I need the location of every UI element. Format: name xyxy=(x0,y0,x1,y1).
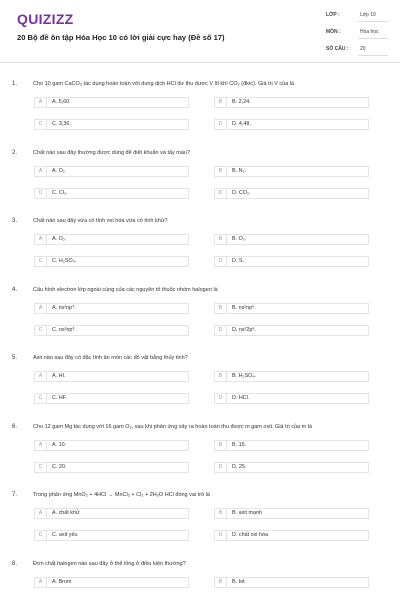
option-text: D. ns²2p⁶. xyxy=(232,326,257,333)
option-letter: A xyxy=(35,509,47,518)
answer-option-b[interactable] xyxy=(214,303,369,314)
option-letter: B xyxy=(215,235,227,244)
option-letter: B xyxy=(215,98,227,107)
option-text: A. HI. xyxy=(52,373,66,379)
grade-underline xyxy=(358,21,388,22)
option-letter: C xyxy=(35,326,47,335)
answer-option-a[interactable] xyxy=(34,371,189,382)
answer-option-c[interactable] xyxy=(34,462,189,473)
answer-option-c[interactable] xyxy=(34,393,189,404)
quizizz-logo: QUIZIZZ xyxy=(17,11,74,27)
grade-value: Lớp 10 xyxy=(360,12,376,18)
option-text: B. 2,24. xyxy=(232,99,251,105)
option-letter: A xyxy=(35,441,47,450)
subject-label: MÔN : xyxy=(326,29,341,35)
question-count-label: SỐ CÂU : xyxy=(326,46,349,52)
question-number: 4. xyxy=(12,286,18,293)
question-text: Cấu hình electron lớp ngoài cùng của các nguyên tố thuộc nhóm halogen là xyxy=(33,286,218,293)
answer-option-d[interactable] xyxy=(214,325,369,336)
option-letter: B xyxy=(215,441,227,450)
option-letter: B xyxy=(215,167,227,176)
option-text: B. H₂SO₄. xyxy=(232,373,257,379)
question-number: 8. xyxy=(12,560,18,567)
option-letter: A xyxy=(35,372,47,381)
option-text: C. HF. xyxy=(52,395,67,401)
option-letter: B xyxy=(215,578,227,587)
question-text: Cho 10 gam CaCO₃ tác dụng hoàn toàn với dung dịch HCl dư thu được V lít khí CO₂ (đktc). Giá trị V của là xyxy=(33,81,295,87)
answer-option-b[interactable] xyxy=(214,234,369,245)
option-letter: B xyxy=(215,372,227,381)
question-number: 3. xyxy=(12,218,18,224)
quiz-header xyxy=(0,0,400,63)
question-text: Chất nào sau đây thường được dùng để diệt khuẩn và tẩy màu? xyxy=(33,149,191,156)
option-text: C. 3,36. xyxy=(52,121,71,127)
option-text: D. HCl. xyxy=(232,395,250,401)
subject-value: Hóa học xyxy=(360,29,379,35)
option-text: D. S. xyxy=(232,258,244,264)
option-text: A. 10. xyxy=(52,441,67,448)
option-letter: A xyxy=(35,235,47,244)
answer-option-d[interactable] xyxy=(214,119,369,130)
question-number: 7. xyxy=(12,492,18,498)
answer-option-a[interactable] xyxy=(34,166,189,177)
question-count-value: 20 xyxy=(360,46,366,52)
option-letter: D xyxy=(215,189,227,198)
option-text: B. O₃. xyxy=(232,236,247,242)
option-text: A. O₂ xyxy=(52,167,65,174)
option-letter: A xyxy=(35,304,47,313)
answer-option-b[interactable] xyxy=(214,508,369,519)
option-letter: A xyxy=(35,98,47,107)
option-text: C. ns²np³. xyxy=(52,326,76,333)
option-text: A. chất khử xyxy=(52,510,80,516)
option-letter: B xyxy=(215,509,227,518)
answer-option-c[interactable] xyxy=(34,325,189,336)
answer-option-c[interactable] xyxy=(34,119,189,130)
option-text: C. Cl₂. xyxy=(52,189,68,196)
question-text: Chất nào sau đây vừa có tính oxi hóa vừa có tính khử? xyxy=(33,218,168,224)
question-count-underline xyxy=(358,55,388,56)
grade-label: LỚP : xyxy=(326,12,340,18)
answer-option-a[interactable] xyxy=(34,97,189,108)
answer-option-d[interactable] xyxy=(214,393,369,404)
option-text: C. axit yếu xyxy=(52,532,78,538)
option-letter: D xyxy=(215,463,227,472)
option-text: D. 4,48. xyxy=(232,121,251,127)
option-letter: D xyxy=(215,394,227,403)
option-letter: D xyxy=(215,531,227,540)
option-text: B. 15. xyxy=(232,441,247,448)
option-letter: C xyxy=(35,394,47,403)
option-letter: C xyxy=(35,257,47,266)
option-text: B. N₂. xyxy=(232,167,247,174)
answer-option-b[interactable] xyxy=(214,371,369,382)
option-text: B. axit mạnh xyxy=(232,510,262,516)
page-title: 20 Bộ đề ôn tập Hóa Học 10 có lời giải cực hay (Đề số 17) xyxy=(17,33,225,42)
question-text: Trong phản ứng MnO₂ + 4HCl → MnCl₂ + Cl₂ + 2H₂O HCl đóng vai trò là xyxy=(33,492,210,498)
question-number: 6. xyxy=(12,423,18,430)
question-text: Đơn chất halogen nào sau đây ở thể lỏng ở điều kiện thường? xyxy=(33,560,186,567)
question-number: 1. xyxy=(12,81,18,87)
question-text: Axit nào sau đây có đặc tính ăn mòn các đồ vật bằng thủy tinh? xyxy=(33,355,188,361)
option-letter: A xyxy=(35,578,47,587)
question-number: 2. xyxy=(12,149,18,156)
answer-option-d[interactable] xyxy=(214,530,369,541)
question-number: 5. xyxy=(12,355,18,361)
option-text: D. CO₂. xyxy=(232,189,251,196)
option-letter: C xyxy=(35,189,47,198)
option-text: B. ns²np⁵. xyxy=(232,304,256,311)
answer-option-d[interactable] xyxy=(214,188,369,199)
option-text: C. H₂SO₄. xyxy=(52,258,77,264)
option-text: D. 25. xyxy=(232,463,247,470)
option-text: C. 20. xyxy=(52,463,67,470)
answer-option-a[interactable] xyxy=(34,508,189,519)
answer-option-d[interactable] xyxy=(214,462,369,473)
answer-option-a[interactable] xyxy=(34,440,189,451)
option-letter: C xyxy=(35,463,47,472)
answer-option-b[interactable] xyxy=(214,577,369,588)
answer-option-a[interactable] xyxy=(34,577,189,588)
answer-option-c[interactable] xyxy=(34,530,189,541)
question-text: Cho 12 gam Mg tác dụng với 16 gam O₂, sau khi phản ứng xảy ra hoàn toàn thu được m gam oxit. Giá trị của m là xyxy=(33,423,313,430)
answer-option-b[interactable] xyxy=(214,166,369,177)
answer-option-b[interactable] xyxy=(214,97,369,108)
answer-option-a[interactable] xyxy=(34,234,189,245)
option-letter: C xyxy=(35,531,47,540)
option-letter: A xyxy=(35,167,47,176)
answer-option-c[interactable] xyxy=(34,256,189,267)
option-text: B. Iot xyxy=(232,578,245,585)
option-letter: C xyxy=(35,120,47,129)
answer-option-a[interactable] xyxy=(34,303,189,314)
option-text: A. O₂. xyxy=(52,236,67,242)
option-text: D. chất oxi hóa xyxy=(232,532,268,538)
option-letter: B xyxy=(215,304,227,313)
option-text: A. 5,60. xyxy=(52,99,71,105)
answer-option-d[interactable] xyxy=(214,256,369,267)
option-text: A. Brom xyxy=(52,578,72,585)
subject-underline xyxy=(358,38,388,39)
answer-option-b[interactable] xyxy=(214,440,369,451)
option-letter: D xyxy=(215,120,227,129)
answer-option-c[interactable] xyxy=(34,188,189,199)
option-letter: D xyxy=(215,257,227,266)
option-text: A. ns²np⁴. xyxy=(52,304,76,311)
option-letter: D xyxy=(215,326,227,335)
